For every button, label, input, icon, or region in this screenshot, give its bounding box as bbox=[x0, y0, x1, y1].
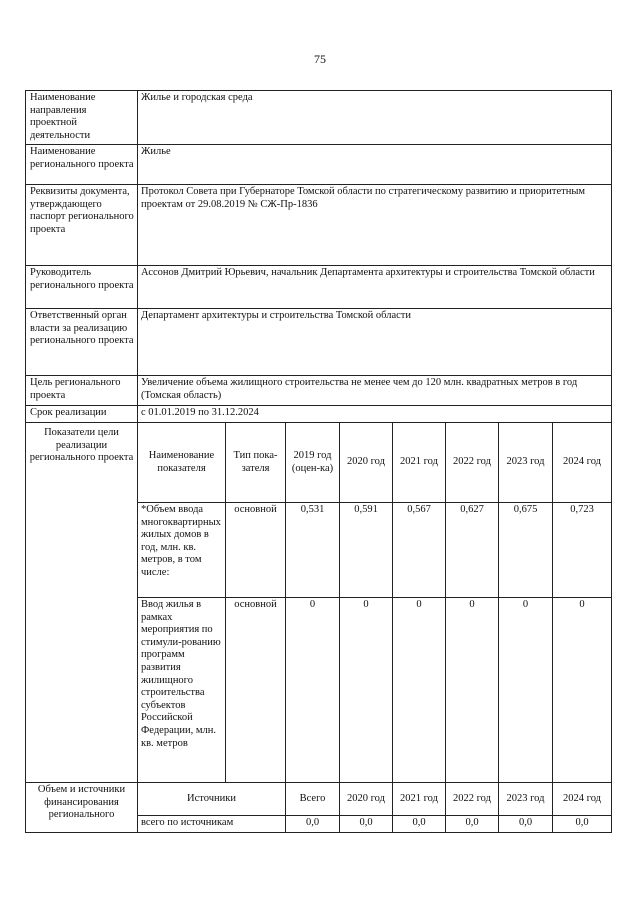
passport-table bbox=[25, 90, 612, 833]
indicator-value: 0 bbox=[340, 598, 393, 783]
row-value: Увеличение объема жилищного строительства не менее чем до 120 млн. квадратных метров в год (Томская область) bbox=[138, 376, 612, 406]
indicators-label: Показатели цели реализации регионального проекта bbox=[26, 423, 138, 783]
financing-value: 0,0 bbox=[446, 816, 499, 833]
row-value: Жилье bbox=[138, 145, 612, 185]
indicator-value: 0,627 bbox=[446, 503, 499, 598]
financing-value: 0,0 bbox=[553, 816, 612, 833]
header-name: Наименование показателя bbox=[138, 423, 226, 503]
indicator-name: *Объем ввода многоквартирных жилых домов в год, млн. кв. метров, в том числе: bbox=[138, 503, 226, 598]
row-label: Ответственный орган власти за реализацию регионального проекта bbox=[26, 309, 138, 376]
table-row bbox=[26, 309, 612, 376]
header-total: Всего bbox=[286, 783, 340, 816]
indicator-value: 0,531 bbox=[286, 503, 340, 598]
indicator-value: 0 bbox=[286, 598, 340, 783]
header-year: 2022 год bbox=[446, 783, 499, 816]
indicators-header-row bbox=[26, 423, 612, 503]
header-year: 2020 год bbox=[340, 423, 393, 503]
table-row bbox=[26, 376, 612, 406]
page-number: 75 bbox=[314, 52, 326, 66]
row-value: Департамент архитектуры и строительства Томской области bbox=[138, 309, 612, 376]
indicator-value: 0 bbox=[499, 598, 553, 783]
indicator-name: Ввод жилья в рамках мероприятия по стимули-рованию программ развития жилищного строительства субъектов Российской Федерации, млн. кв. метров bbox=[138, 598, 226, 783]
indicator-value: 0,567 bbox=[393, 503, 446, 598]
indicator-value: 0 bbox=[393, 598, 446, 783]
indicator-type: основной bbox=[226, 598, 286, 783]
financing-total: 0,0 bbox=[286, 816, 340, 833]
row-label: Руководитель регионального проекта bbox=[26, 266, 138, 309]
financing-value: 0,0 bbox=[393, 816, 446, 833]
table-row bbox=[26, 266, 612, 309]
financing-source-name: всего по источникам bbox=[138, 816, 286, 833]
indicator-value: 0 bbox=[446, 598, 499, 783]
header-year: 2019 год (оцен-ка) bbox=[286, 423, 340, 503]
indicator-value: 0,675 bbox=[499, 503, 553, 598]
header-year: 2021 год bbox=[393, 423, 446, 503]
row-value: Протокол Совета при Губернаторе Томской области по стратегическому развитию и приоритетным проектам от 29.08.2019 № СЖ-Пр-1836 bbox=[138, 185, 612, 266]
row-value: Ассонов Дмитрий Юрьевич, начальник Департамента архитектуры и строительства Томской области bbox=[138, 266, 612, 309]
indicator-value: 0 bbox=[553, 598, 612, 783]
header-sources: Источники bbox=[138, 783, 286, 816]
header-year: 2022 год bbox=[446, 423, 499, 503]
indicator-value: 0,591 bbox=[340, 503, 393, 598]
row-label: Реквизиты документа, утверждающего паспорт регионального проекта bbox=[26, 185, 138, 266]
header-year: 2021 год bbox=[393, 783, 446, 816]
header-year: 2024 год bbox=[553, 783, 612, 816]
financing-label: Объем и источники финансирования регионального bbox=[26, 783, 138, 833]
row-value: с 01.01.2019 по 31.12.2024 bbox=[138, 406, 612, 423]
header-year: 2024 год bbox=[553, 423, 612, 503]
header-year: 2020 год bbox=[340, 783, 393, 816]
row-label: Наименование регионального проекта bbox=[26, 145, 138, 185]
header-year: 2023 год bbox=[499, 783, 553, 816]
row-label: Наименование направления проектной деятельности bbox=[26, 91, 138, 145]
financing-value: 0,0 bbox=[340, 816, 393, 833]
indicator-type: основной bbox=[226, 503, 286, 598]
table-row bbox=[26, 145, 612, 185]
header-type: Тип пока-зателя bbox=[226, 423, 286, 503]
financing-value: 0,0 bbox=[499, 816, 553, 833]
indicator-value: 0,723 bbox=[553, 503, 612, 598]
table-row bbox=[26, 91, 612, 145]
header-year: 2023 год bbox=[499, 423, 553, 503]
financing-header-row bbox=[26, 783, 612, 816]
row-label: Срок реализации bbox=[26, 406, 138, 423]
table-row bbox=[26, 406, 612, 423]
row-value: Жилье и городская среда bbox=[138, 91, 612, 145]
row-label: Цель регионального проекта bbox=[26, 376, 138, 406]
table-row bbox=[26, 185, 612, 266]
